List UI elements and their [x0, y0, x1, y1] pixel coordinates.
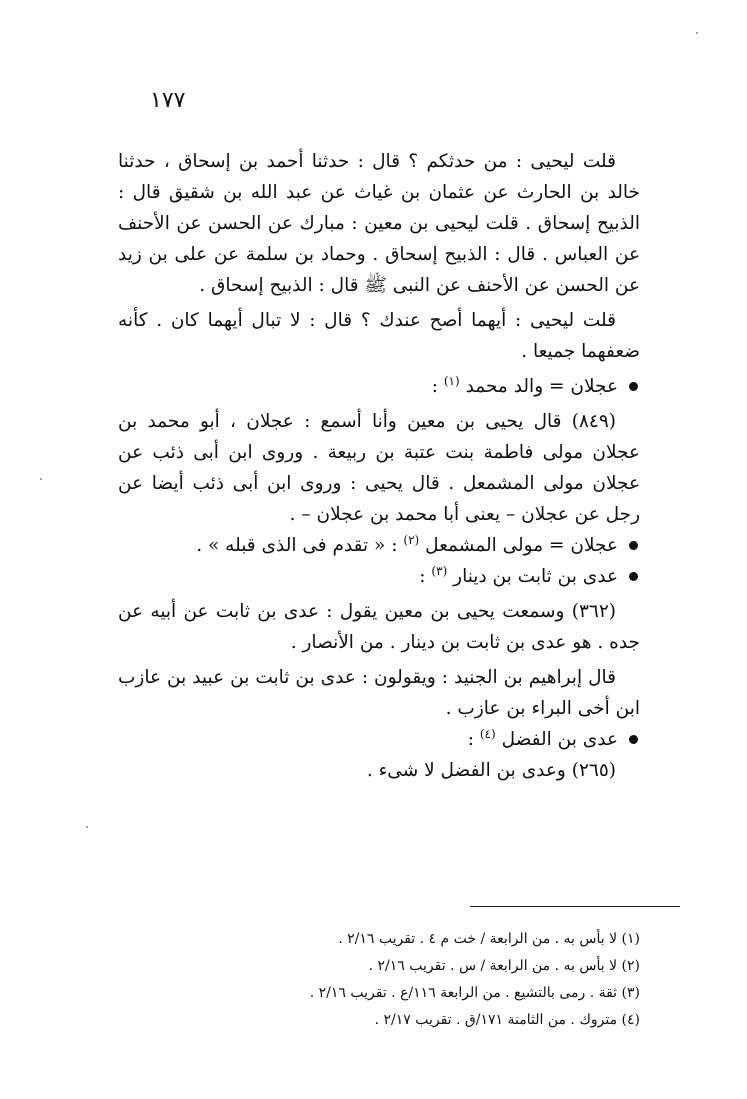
- entry-heading-text: عجلان = مولى المشمعل: [425, 535, 618, 556]
- footnote-ref: (٣): [431, 563, 448, 578]
- entry-heading-text: عجلان = والد محمد: [465, 376, 618, 397]
- entry-heading-suffix: : « تقدم فى الذى قبله » .: [196, 535, 398, 556]
- bullet-icon: [629, 735, 638, 744]
- scan-speck: [696, 32, 698, 34]
- entry-heading-ajlan-mawla: [118, 530, 640, 561]
- bullet-icon: [629, 541, 638, 550]
- scan-speck: [40, 478, 42, 480]
- paragraph-ibn-junaid: قال إبراهيم بن الجنيد : ويقولون : عدى بن ثابت بن عبيد بن عازب ابن أخى البراء بن عازب .: [118, 667, 640, 719]
- paragraph-849: (٨٤٩) قال يحيى بن معين وأنا أسمع : عجلان ، أبو محمد بن عجلان مولى فاطمة بنت عتبة بن ربيعة . وروى ابن أبى ذئب عن عجلان مولى المشمعل . قال يحيى : وروى ابن أبى ذئب أيضا عن رجل عن عجلان – يعنى أبا محمد بن عجلان – .: [118, 411, 640, 525]
- footnotes: [200, 926, 640, 1034]
- footnote-1: (١) لا بأس به . من الرابعة / خت م ٤ . تقريب ٢/١٦ .: [338, 931, 640, 947]
- entry-heading-suffix: :: [419, 566, 426, 587]
- footnote-2: (٢) لا بأس به . من الرابعة / س . تقريب ٢/١٦ .: [368, 958, 640, 974]
- entry-heading-ajlan-father: [118, 371, 640, 402]
- entry-heading-text: عدى بن ثابت بن دينار: [453, 566, 618, 587]
- footnote-ref: (١): [443, 373, 460, 388]
- footnote-3: (٣) ثقة . رمى بالتشيع . من الرابعة ١١٦/ع . تقريب ٢/١٦ .: [309, 985, 640, 1001]
- paragraph-1: قلت ليحيى : من حدثكم ؟ قال : حدثنا أحمد بن إسحاق ، حدثنا خالد بن الحارث عن عثمان بن غياث عن عبد الله بن شقيق قال : الذبيح إسحاق . قلت ليحيى بن معين : مبارك عن الحسن عن الأحنف عن العباس . قال : الذبيح إسحاق . وحماد بن سلمة عن على بن زيد عن الحسن عن الأحنف عن النبى ﷺ قال : الذبيح إسحاق .: [118, 151, 640, 296]
- paragraph-2: قلت ليحيى : أيهما أصح عندك ؟ قال : لا تبال أيهما كان . كأنه ضعفهما جميعا .: [118, 310, 640, 362]
- main-text: [118, 146, 640, 786]
- entry-heading-adi-thabit: [118, 561, 640, 592]
- bullet-icon: [629, 572, 638, 581]
- scan-speck: [86, 826, 88, 828]
- footnote-separator: [470, 906, 680, 907]
- paragraph-362: (٣٦٢) وسمعت يحيى بن معين يقول : عدى بن ثابت عن أبيه عن جده . هو عدى بن ثابت بن دينار . من الأنصار .: [118, 601, 640, 653]
- entry-heading-text: عدى بن الفضل: [501, 729, 618, 750]
- footnote-ref: (٤): [479, 726, 496, 741]
- footnote-4: (٤) متروك . من الثامنة ١٧١/ق . تقريب ٢/١٧ .: [374, 1012, 640, 1028]
- page-number: ١٧٧: [150, 88, 186, 113]
- paragraph-265: (٢٦٥) وعدى بن الفضل لا شىء .: [366, 760, 616, 781]
- bullet-icon: [629, 382, 638, 391]
- entry-heading-suffix: :: [467, 729, 474, 750]
- entry-heading-adi-fadl: [118, 724, 640, 755]
- entry-heading-suffix: :: [431, 376, 438, 397]
- footnote-ref: (٢): [403, 532, 420, 547]
